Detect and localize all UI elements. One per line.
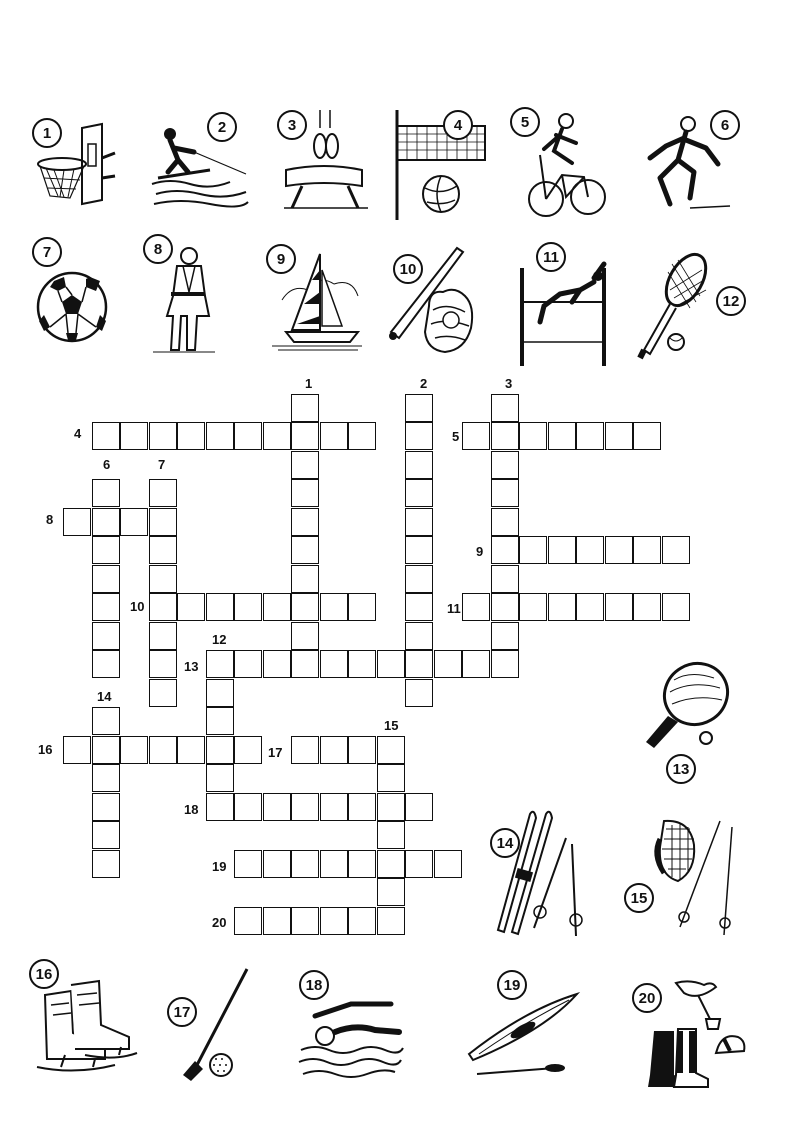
grid-cell[interactable]: [177, 593, 205, 621]
grid-cell[interactable]: [120, 736, 148, 764]
grid-cell[interactable]: [377, 793, 405, 821]
grid-cell[interactable]: [320, 593, 348, 621]
grid-cell[interactable]: [149, 622, 177, 650]
picture-number: 18: [299, 970, 329, 1000]
grid-cell[interactable]: [605, 422, 633, 450]
grid-cell[interactable]: [149, 508, 177, 536]
clue-number-4: 4: [74, 426, 82, 441]
grid-cell[interactable]: [291, 451, 319, 479]
clue-number-7: 7: [158, 457, 166, 472]
grid-cell[interactable]: [291, 907, 319, 935]
clue-number-9: 9: [476, 544, 484, 559]
grid-cell[interactable]: [177, 736, 205, 764]
grid-cell[interactable]: [576, 536, 604, 564]
grid-cell[interactable]: [291, 565, 319, 593]
grid-cell[interactable]: [348, 422, 376, 450]
picture-number: 10: [393, 254, 423, 284]
grid-cell[interactable]: [662, 593, 690, 621]
grid-cell[interactable]: [92, 821, 120, 849]
grid-cell[interactable]: [234, 793, 262, 821]
grid-cell[interactable]: [206, 764, 234, 792]
picture-number: 3: [277, 110, 307, 140]
grid-cell[interactable]: [405, 679, 433, 707]
grid-cell[interactable]: [377, 850, 405, 878]
grid-cell[interactable]: [462, 650, 490, 678]
picture-number: 9: [266, 244, 296, 274]
grid-cell[interactable]: [434, 850, 462, 878]
grid-cell[interactable]: [462, 422, 490, 450]
grid-cell[interactable]: [348, 850, 376, 878]
grid-cell[interactable]: [377, 907, 405, 935]
grid-cell[interactable]: [206, 650, 234, 678]
clue-number-10: 10: [130, 599, 145, 614]
grid-cell[interactable]: [92, 479, 120, 507]
grid-cell[interactable]: [291, 593, 319, 621]
grid-cell[interactable]: [405, 508, 433, 536]
grid-cell[interactable]: [576, 593, 604, 621]
grid-cell[interactable]: [92, 622, 120, 650]
grid-cell[interactable]: [92, 536, 120, 564]
grid-cell[interactable]: [491, 593, 519, 621]
grid-cell[interactable]: [491, 536, 519, 564]
grid-cell[interactable]: [92, 565, 120, 593]
clue-number-14: 14: [97, 689, 112, 704]
picture-number: 13: [666, 754, 696, 784]
grid-cell[interactable]: [491, 422, 519, 450]
grid-cell[interactable]: [149, 422, 177, 450]
grid-cell[interactable]: [92, 764, 120, 792]
grid-cell[interactable]: [491, 479, 519, 507]
grid-cell[interactable]: [548, 593, 576, 621]
grid-cell[interactable]: [348, 593, 376, 621]
clue-number-6: 6: [103, 457, 111, 472]
grid-cell[interactable]: [405, 394, 433, 422]
grid-cell[interactable]: [291, 422, 319, 450]
grid-cell[interactable]: [491, 650, 519, 678]
grid-cell[interactable]: [92, 850, 120, 878]
clue-number-13: 13: [184, 659, 199, 674]
grid-cell[interactable]: [605, 536, 633, 564]
grid-cell[interactable]: [320, 422, 348, 450]
grid-cell[interactable]: [263, 422, 291, 450]
picture-number: 19: [497, 970, 527, 1000]
grid-cell[interactable]: [405, 593, 433, 621]
grid-cell[interactable]: [405, 422, 433, 450]
grid-cell[interactable]: [377, 736, 405, 764]
grid-cell[interactable]: [120, 422, 148, 450]
grid-cell[interactable]: [491, 451, 519, 479]
grid-cell[interactable]: [320, 650, 348, 678]
grid-cell[interactable]: [320, 793, 348, 821]
grid-cell[interactable]: [263, 850, 291, 878]
grid-cell[interactable]: [234, 850, 262, 878]
grid-cell[interactable]: [263, 907, 291, 935]
grid-cell[interactable]: [92, 650, 120, 678]
grid-cell[interactable]: [92, 508, 120, 536]
picture-number: 14: [490, 828, 520, 858]
grid-cell[interactable]: [633, 536, 661, 564]
clue-number-5: 5: [452, 429, 460, 444]
grid-cell[interactable]: [434, 650, 462, 678]
grid-cell[interactable]: [576, 422, 604, 450]
grid-cell[interactable]: [548, 536, 576, 564]
clue-number-11: 11: [447, 601, 461, 616]
grid-cell[interactable]: [377, 821, 405, 849]
grid-cell[interactable]: [405, 650, 433, 678]
grid-cell[interactable]: [377, 650, 405, 678]
grid-cell[interactable]: [234, 650, 262, 678]
grid-cell[interactable]: [662, 536, 690, 564]
grid-cell[interactable]: [605, 593, 633, 621]
grid-cell[interactable]: [291, 650, 319, 678]
picture-number: 7: [32, 237, 62, 267]
grid-cell[interactable]: [149, 650, 177, 678]
picture-number: 8: [143, 234, 173, 264]
grid-cell[interactable]: [320, 736, 348, 764]
grid-cell[interactable]: [291, 536, 319, 564]
grid-cell[interactable]: [405, 793, 433, 821]
grid-cell[interactable]: [149, 679, 177, 707]
clue-number-17: 17: [268, 745, 283, 760]
grid-cell[interactable]: [149, 565, 177, 593]
grid-cell[interactable]: [291, 736, 319, 764]
grid-cell[interactable]: [405, 536, 433, 564]
clue-number-8: 8: [46, 512, 54, 527]
grid-cell[interactable]: [149, 536, 177, 564]
grid-cell[interactable]: [206, 707, 234, 735]
grid-cell[interactable]: [320, 850, 348, 878]
grid-cell[interactable]: [548, 422, 576, 450]
grid-cell[interactable]: [491, 508, 519, 536]
grid-cell[interactable]: [149, 593, 177, 621]
grid-cell[interactable]: [206, 593, 234, 621]
grid-cell[interactable]: [92, 422, 120, 450]
grid-cell[interactable]: [92, 707, 120, 735]
grid-cell[interactable]: [462, 593, 490, 621]
picture-number: 5: [510, 107, 540, 137]
grid-cell[interactable]: [263, 593, 291, 621]
grid-cell[interactable]: [491, 394, 519, 422]
grid-cell[interactable]: [206, 679, 234, 707]
picture-number: 16: [29, 959, 59, 989]
grid-cell[interactable]: [234, 422, 262, 450]
grid-cell[interactable]: [177, 422, 205, 450]
grid-cell[interactable]: [405, 451, 433, 479]
grid-cell[interactable]: [519, 593, 547, 621]
grid-cell[interactable]: [491, 565, 519, 593]
picture-number: 17: [167, 997, 197, 1027]
grid-cell[interactable]: [206, 793, 234, 821]
clue-number-20: 20: [212, 915, 227, 930]
grid-cell[interactable]: [348, 907, 376, 935]
grid-cell[interactable]: [63, 508, 91, 536]
grid-cell[interactable]: [63, 736, 91, 764]
grid-cell[interactable]: [405, 622, 433, 650]
grid-cell[interactable]: [633, 422, 661, 450]
grid-cell[interactable]: [149, 479, 177, 507]
clue-number-16: 16: [38, 742, 53, 757]
grid-cell[interactable]: [377, 878, 405, 906]
grid-cell[interactable]: [519, 536, 547, 564]
picture-number: 1: [32, 118, 62, 148]
grid-cell[interactable]: [348, 736, 376, 764]
grid-cell[interactable]: [348, 650, 376, 678]
grid-cell[interactable]: [92, 593, 120, 621]
clue-number-2: 2: [420, 376, 428, 391]
grid-cell[interactable]: [234, 907, 262, 935]
grid-cell[interactable]: [120, 508, 148, 536]
grid-cell[interactable]: [92, 736, 120, 764]
grid-cell[interactable]: [291, 508, 319, 536]
grid-cell[interactable]: [234, 736, 262, 764]
grid-cell[interactable]: [263, 650, 291, 678]
grid-cell[interactable]: [263, 793, 291, 821]
picture-number: 12: [716, 286, 746, 316]
clue-number-1: 1: [305, 376, 313, 391]
grid-cell[interactable]: [320, 907, 348, 935]
grid-cell[interactable]: [405, 479, 433, 507]
clue-number-15: 15: [384, 718, 399, 733]
picture-number: 15: [624, 883, 654, 913]
grid-cell[interactable]: [291, 394, 319, 422]
clue-number-3: 3: [505, 376, 513, 391]
grid-cell[interactable]: [206, 736, 234, 764]
grid-cell[interactable]: [92, 793, 120, 821]
clue-number-12: 12: [212, 632, 227, 647]
grid-cell[interactable]: [377, 764, 405, 792]
grid-cell[interactable]: [291, 850, 319, 878]
picture-number: 11: [536, 242, 566, 272]
grid-cell[interactable]: [405, 850, 433, 878]
grid-cell[interactable]: [348, 793, 376, 821]
grid-cell[interactable]: [149, 736, 177, 764]
picture-number: 20: [632, 983, 662, 1013]
clue-number-19: 19: [212, 859, 227, 874]
grid-cell[interactable]: [519, 422, 547, 450]
grid-cell[interactable]: [291, 479, 319, 507]
picture-number: 2: [207, 112, 237, 142]
picture-number: 4: [443, 110, 473, 140]
picture-number: 6: [710, 110, 740, 140]
grid-cell[interactable]: [405, 565, 433, 593]
grid-cell[interactable]: [633, 593, 661, 621]
grid-cell[interactable]: [491, 622, 519, 650]
grid-cell[interactable]: [291, 622, 319, 650]
grid-cell[interactable]: [234, 593, 262, 621]
clue-number-18: 18: [184, 802, 199, 817]
grid-cell[interactable]: [206, 422, 234, 450]
grid-cell[interactable]: [291, 793, 319, 821]
